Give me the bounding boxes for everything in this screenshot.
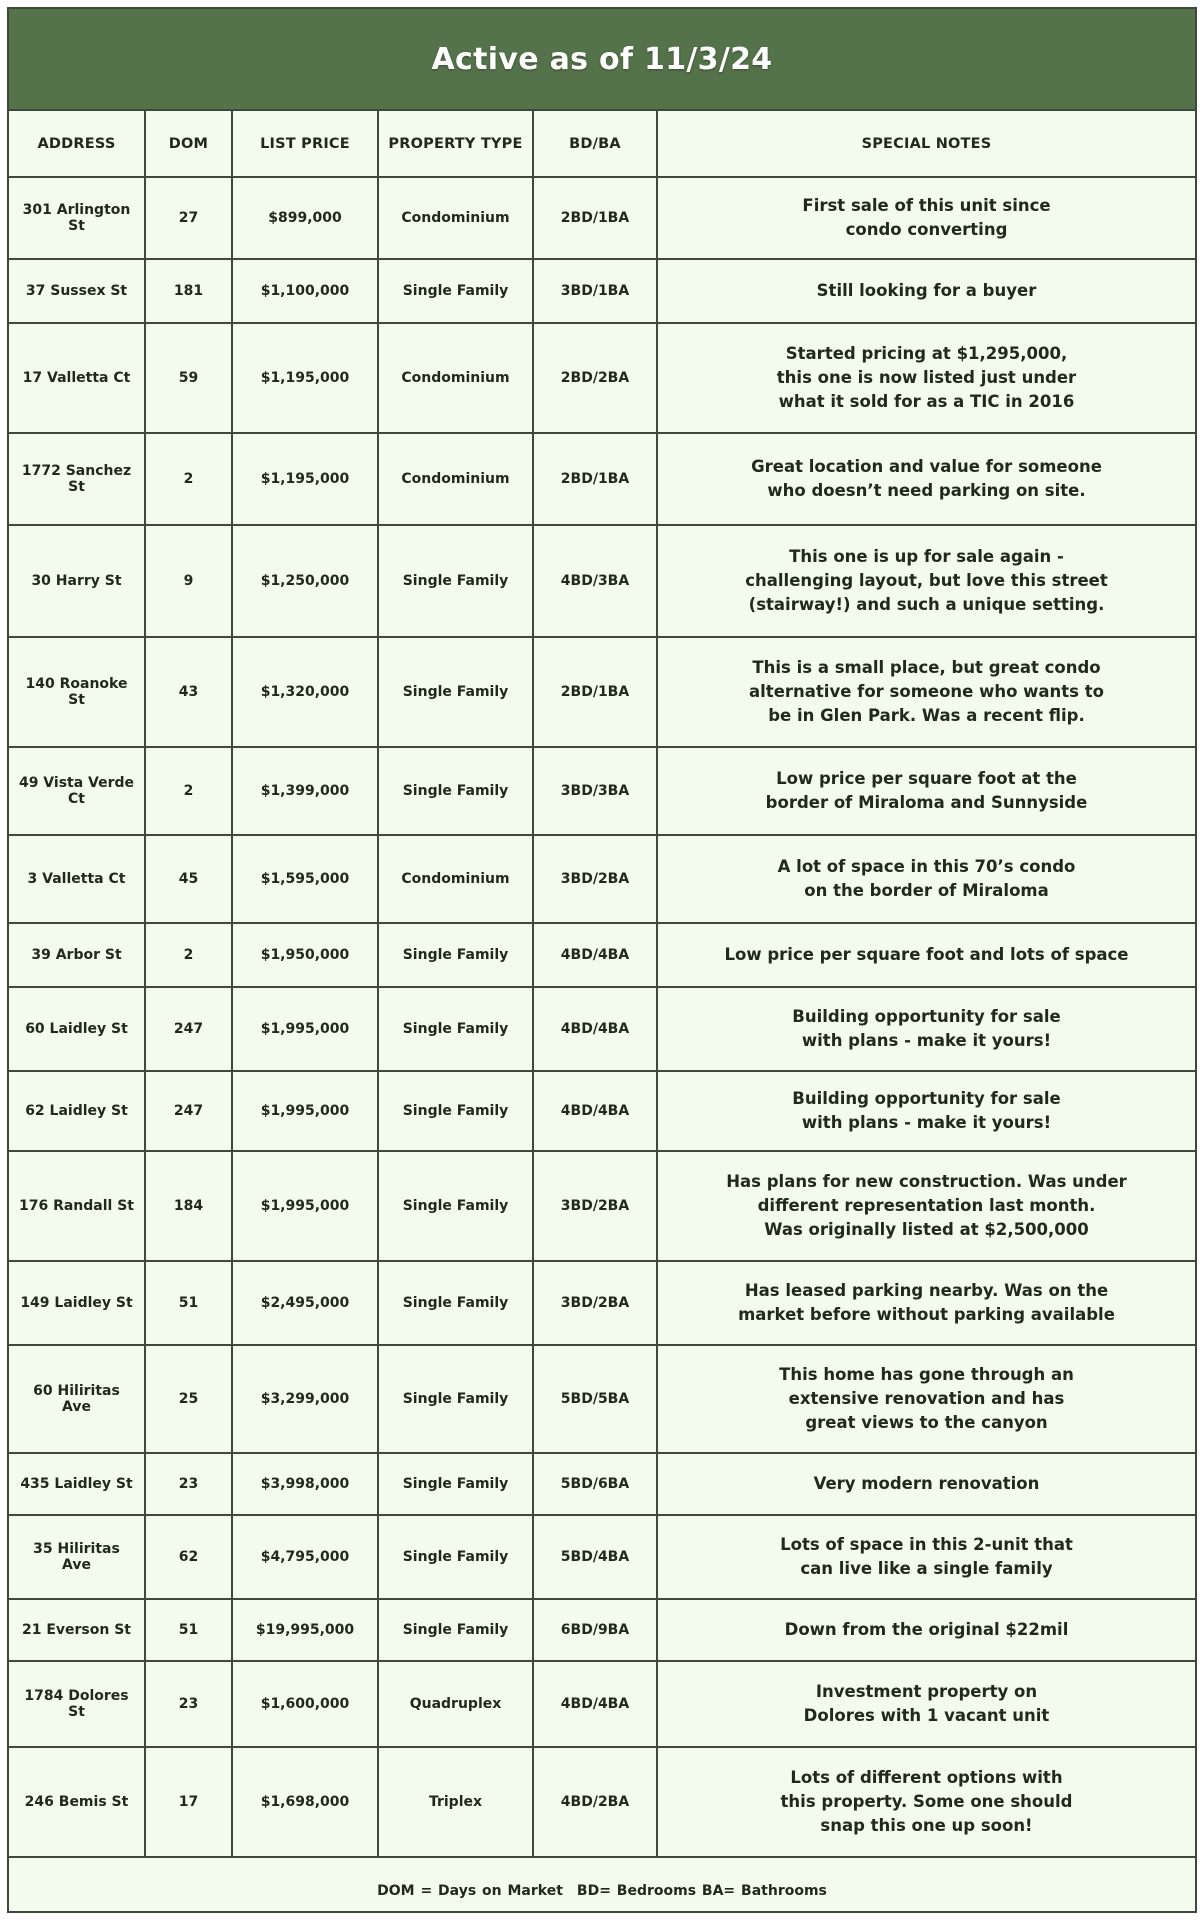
bd-ba-legend: BD= Bedrooms BA= Bathrooms	[576, 1883, 827, 1899]
dom-cell: 181	[145, 259, 232, 323]
table-row	[9, 637, 1195, 747]
list-price-cell: $3,299,000	[232, 1345, 378, 1453]
special-notes-cell: Building opportunity for sale with plans - make it yours!	[657, 987, 1195, 1071]
address-cell: 49 Vista Verde Ct	[9, 747, 145, 835]
special-notes-cell: Building opportunity for sale with plans - make it yours!	[657, 1071, 1195, 1151]
table-row	[9, 323, 1195, 433]
list-price-cell: $1,950,000	[232, 923, 378, 987]
bd-ba-cell: 6BD/9BA	[533, 1599, 657, 1661]
special-notes-cell: Great location and value for someone who doesn’t need parking on site.	[657, 433, 1195, 525]
property-type-cell: Single Family	[378, 747, 533, 835]
table-row	[9, 1261, 1195, 1345]
special-notes-cell: This one is up for sale again - challenging layout, but love this street (stairway!) and such a unique setting.	[657, 525, 1195, 637]
table-row	[9, 433, 1195, 525]
dom-cell: 27	[145, 177, 232, 259]
bd-ba-cell: 3BD/3BA	[533, 747, 657, 835]
dom-cell: 59	[145, 323, 232, 433]
address-cell: 149 Laidley St	[9, 1261, 145, 1345]
property-type-cell: Condominium	[378, 323, 533, 433]
bd-ba-cell: 5BD/6BA	[533, 1453, 657, 1515]
bd-ba-cell: 2BD/2BA	[533, 323, 657, 433]
property-type-cell: Single Family	[378, 525, 533, 637]
address-cell: 301 Arlington St	[9, 177, 145, 259]
dom-cell: 247	[145, 1071, 232, 1151]
table-row	[9, 1599, 1195, 1661]
property-type-cell: Condominium	[378, 835, 533, 923]
listings-table	[9, 111, 1195, 1858]
bd-ba-cell: 4BD/2BA	[533, 1747, 657, 1857]
bd-ba-cell: 2BD/1BA	[533, 637, 657, 747]
address-cell: 35 Hiliritas Ave	[9, 1515, 145, 1599]
dom-cell: 2	[145, 923, 232, 987]
bd-ba-cell: 5BD/4BA	[533, 1515, 657, 1599]
dom-cell: 51	[145, 1599, 232, 1661]
bd-ba-cell: 4BD/4BA	[533, 1661, 657, 1747]
special-notes-cell: Down from the original $22mil	[657, 1599, 1195, 1661]
column-header-bd-ba: BD/BA	[533, 111, 657, 177]
special-notes-cell: Investment property on Dolores with 1 vacant unit	[657, 1661, 1195, 1747]
dom-cell: 25	[145, 1345, 232, 1453]
special-notes-cell: Lots of space in this 2-unit that can live like a single family	[657, 1515, 1195, 1599]
property-type-cell: Single Family	[378, 1151, 533, 1261]
list-price-cell: $3,998,000	[232, 1453, 378, 1515]
dom-cell: 23	[145, 1661, 232, 1747]
bd-ba-cell: 3BD/2BA	[533, 835, 657, 923]
bd-ba-cell: 3BD/2BA	[533, 1261, 657, 1345]
list-price-cell: $899,000	[232, 177, 378, 259]
bd-ba-cell: 2BD/1BA	[533, 433, 657, 525]
address-cell: 1784 Dolores St	[9, 1661, 145, 1747]
list-price-cell: $2,495,000	[232, 1261, 378, 1345]
property-type-cell: Single Family	[378, 1071, 533, 1151]
bd-ba-cell: 4BD/4BA	[533, 923, 657, 987]
address-cell: 246 Bemis St	[9, 1747, 145, 1857]
address-cell: 39 Arbor St	[9, 923, 145, 987]
table-row	[9, 987, 1195, 1071]
property-type-cell: Single Family	[378, 923, 533, 987]
list-price-cell: $4,795,000	[232, 1515, 378, 1599]
dom-cell: 247	[145, 987, 232, 1071]
list-price-cell: $1,250,000	[232, 525, 378, 637]
list-price-cell: $1,195,000	[232, 433, 378, 525]
column-header-special-notes: SPECIAL NOTES	[657, 111, 1195, 177]
dom-cell: 2	[145, 747, 232, 835]
property-type-cell: Condominium	[378, 177, 533, 259]
dom-cell: 43	[145, 637, 232, 747]
list-price-cell: $1,595,000	[232, 835, 378, 923]
dom-legend: DOM = Days on Market	[377, 1883, 563, 1899]
property-type-cell: Single Family	[378, 1345, 533, 1453]
address-cell: 17 Valletta Ct	[9, 323, 145, 433]
dom-cell: 45	[145, 835, 232, 923]
bd-ba-cell: 4BD/4BA	[533, 1071, 657, 1151]
list-price-cell: $1,195,000	[232, 323, 378, 433]
address-cell: 30 Harry St	[9, 525, 145, 637]
property-type-cell: Single Family	[378, 637, 533, 747]
bd-ba-cell: 4BD/3BA	[533, 525, 657, 637]
list-price-cell: $1,995,000	[232, 1071, 378, 1151]
property-type-cell: Condominium	[378, 433, 533, 525]
table-row	[9, 1071, 1195, 1151]
property-type-cell: Single Family	[378, 1515, 533, 1599]
property-type-cell: Single Family	[378, 1453, 533, 1515]
property-type-cell: Single Family	[378, 1261, 533, 1345]
list-price-cell: $1,320,000	[232, 637, 378, 747]
list-price-cell: $1,995,000	[232, 1151, 378, 1261]
address-cell: 140 Roanoke St	[9, 637, 145, 747]
special-notes-cell: Very modern renovation	[657, 1453, 1195, 1515]
special-notes-cell: Has plans for new construction. Was under different representation last month. Was originally listed at $2,500,000	[657, 1151, 1195, 1261]
list-price-cell: $1,995,000	[232, 987, 378, 1071]
bd-ba-cell: 5BD/5BA	[533, 1345, 657, 1453]
table-row	[9, 1453, 1195, 1515]
list-price-cell: $1,600,000	[232, 1661, 378, 1747]
property-type-cell: Quadruplex	[378, 1661, 533, 1747]
column-header-dom: DOM	[145, 111, 232, 177]
special-notes-cell: A lot of space in this 70’s condo on the border of Miraloma	[657, 835, 1195, 923]
address-cell: 62 Laidley St	[9, 1071, 145, 1151]
table-row	[9, 835, 1195, 923]
address-cell: 3 Valletta Ct	[9, 835, 145, 923]
special-notes-cell: This is a small place, but great condo alternative for someone who wants to be in Glen Park. Was a recent flip.	[657, 637, 1195, 747]
table-row	[9, 1661, 1195, 1747]
dom-cell: 51	[145, 1261, 232, 1345]
property-type-cell: Single Family	[378, 259, 533, 323]
special-notes-cell: Started pricing at $1,295,000, this one is now listed just under what it sold for as a TIC in 2016	[657, 323, 1195, 433]
property-type-cell: Triplex	[378, 1747, 533, 1857]
legend-footer	[9, 1858, 1195, 1924]
address-cell: 21 Everson St	[9, 1599, 145, 1661]
table-row	[9, 259, 1195, 323]
table-header-row	[9, 111, 1195, 177]
title-bar	[9, 9, 1195, 111]
special-notes-cell: First sale of this unit since condo converting	[657, 177, 1195, 259]
column-header-property-type: PROPERTY TYPE	[378, 111, 533, 177]
special-notes-cell: Lots of different options with this property. Some one should snap this one up soon!	[657, 1747, 1195, 1857]
listings-sheet	[7, 7, 1197, 1913]
table-row	[9, 1345, 1195, 1453]
column-header-list-price: LIST PRICE	[232, 111, 378, 177]
table-row	[9, 1747, 1195, 1857]
address-cell: 60 Hiliritas Ave	[9, 1345, 145, 1453]
list-price-cell: $19,995,000	[232, 1599, 378, 1661]
dom-cell: 9	[145, 525, 232, 637]
table-row	[9, 525, 1195, 637]
special-notes-cell: Low price per square foot and lots of space	[657, 923, 1195, 987]
address-cell: 60 Laidley St	[9, 987, 145, 1071]
special-notes-cell: This home has gone through an extensive renovation and has great views to the canyon	[657, 1345, 1195, 1453]
table-row	[9, 177, 1195, 259]
dom-cell: 2	[145, 433, 232, 525]
property-type-cell: Single Family	[378, 987, 533, 1071]
table-row	[9, 1151, 1195, 1261]
dom-cell: 62	[145, 1515, 232, 1599]
dom-cell: 17	[145, 1747, 232, 1857]
table-row	[9, 923, 1195, 987]
table-row	[9, 1515, 1195, 1599]
address-cell: 1772 Sanchez St	[9, 433, 145, 525]
bd-ba-cell: 4BD/4BA	[533, 987, 657, 1071]
bd-ba-cell: 2BD/1BA	[533, 177, 657, 259]
list-price-cell: $1,698,000	[232, 1747, 378, 1857]
bd-ba-cell: 3BD/2BA	[533, 1151, 657, 1261]
list-price-cell: $1,399,000	[232, 747, 378, 835]
address-cell: 176 Randall St	[9, 1151, 145, 1261]
table-row	[9, 747, 1195, 835]
address-cell: 435 Laidley St	[9, 1453, 145, 1515]
property-type-cell: Single Family	[378, 1599, 533, 1661]
column-header-address: ADDRESS	[9, 111, 145, 177]
list-price-cell: $1,100,000	[232, 259, 378, 323]
special-notes-cell: Low price per square foot at the border of Miraloma and Sunnyside	[657, 747, 1195, 835]
address-cell: 37 Sussex St	[9, 259, 145, 323]
page-title: Active as of 11/3/24	[431, 41, 773, 77]
special-notes-cell: Still looking for a buyer	[657, 259, 1195, 323]
special-notes-cell: Has leased parking nearby. Was on the market before without parking available	[657, 1261, 1195, 1345]
dom-cell: 23	[145, 1453, 232, 1515]
bd-ba-cell: 3BD/1BA	[533, 259, 657, 323]
dom-cell: 184	[145, 1151, 232, 1261]
